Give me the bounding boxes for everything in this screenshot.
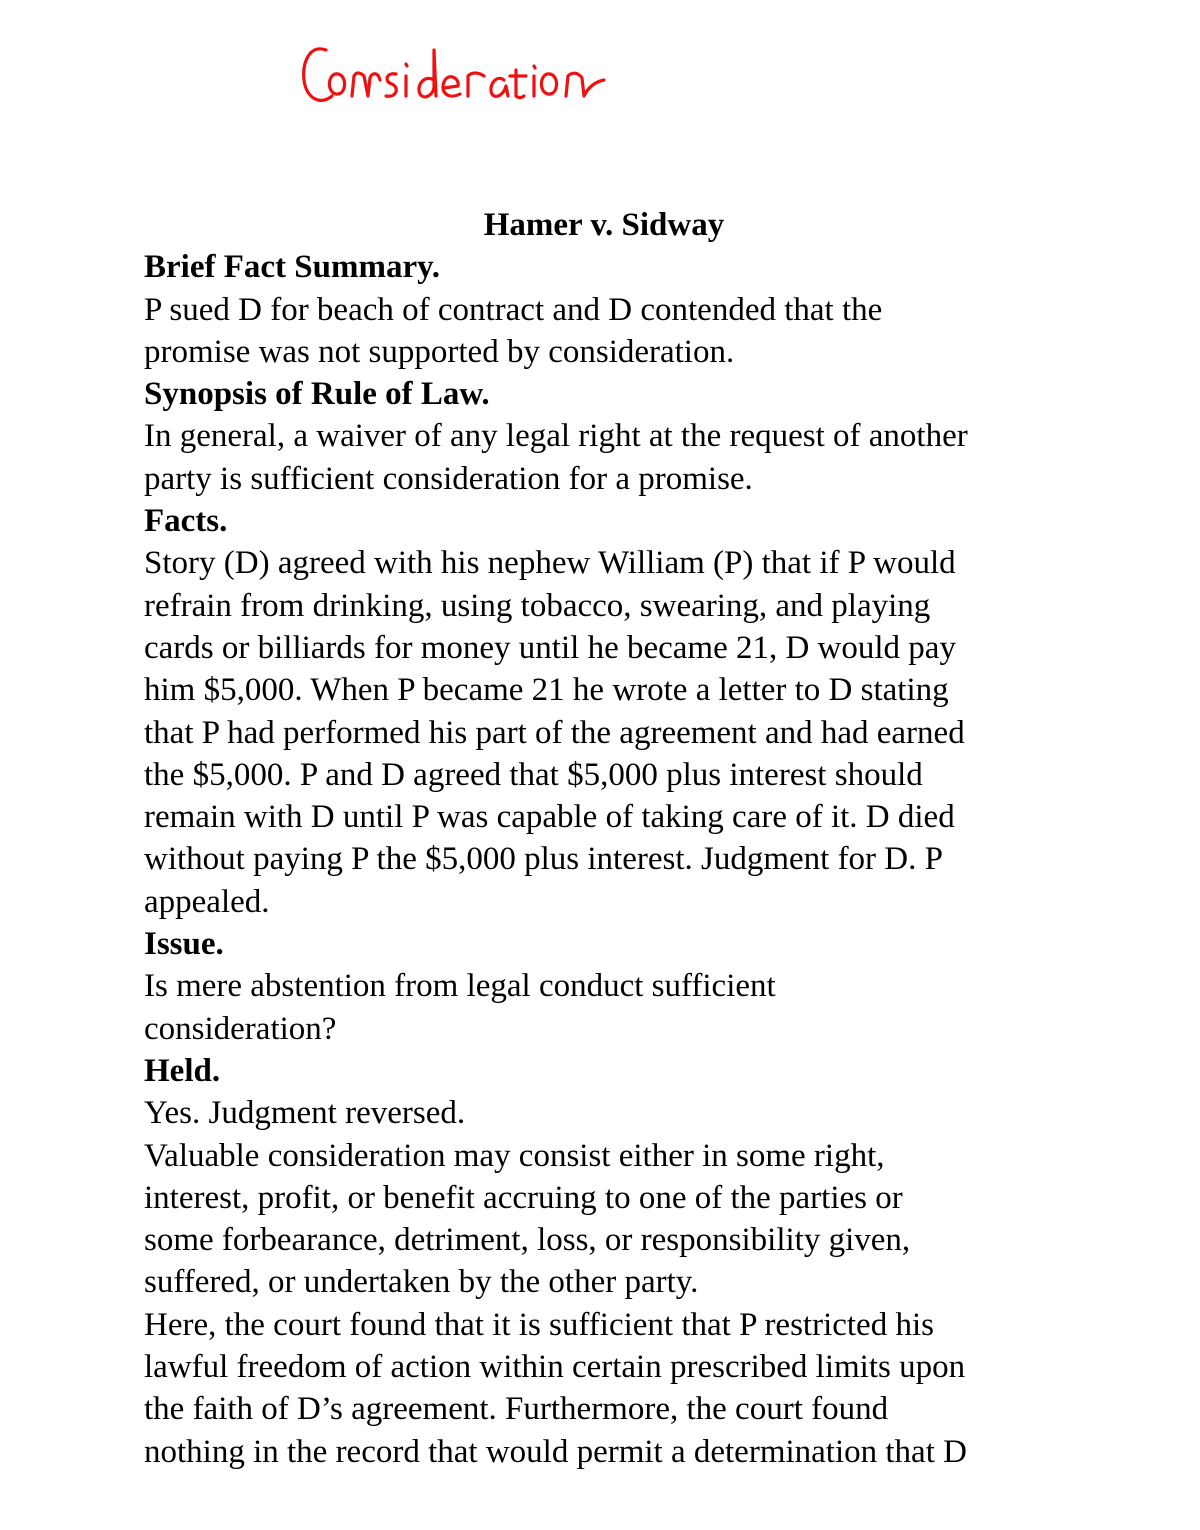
body-line: Yes. Judgment reversed. <box>144 1095 466 1132</box>
body-line: Here, the court found that it is sufficient that P restricted his <box>144 1306 934 1343</box>
body-line: party is sufficient consideration for a promise. <box>144 460 753 497</box>
body-line: the faith of D’s agreement. Furthermore, the court found <box>144 1391 889 1428</box>
body-line: P sued D for beach of contract and D contended that the <box>144 291 883 328</box>
body-line: some forbearance, detriment, loss, or responsibility given, <box>144 1222 911 1259</box>
case-title: Hamer v. Sidway <box>483 207 725 243</box>
body-line: cards or billiards for money until he became 21, D would pay <box>144 629 956 666</box>
body-line: nothing in the record that would permit a determination that D <box>144 1433 967 1470</box>
body-line: Is mere abstention from legal conduct sufficient <box>144 968 776 1005</box>
body-line: Story (D) agreed with his nephew William (P) that if P would <box>144 545 956 582</box>
body-line: lawful freedom of action within certain prescribed limits upon <box>144 1349 966 1386</box>
case-brief <box>144 204 1064 1473</box>
body-line: the $5,000. P and D agreed that $5,000 plus interest should <box>144 756 923 793</box>
body-line: remain with D until P was capable of taking care of it. D died <box>144 799 955 836</box>
body-line: him $5,000. When P became 21 he wrote a letter to D stating <box>144 672 949 709</box>
handwritten-annotation <box>298 30 628 120</box>
handwritten-consideration-drawing <box>298 30 628 120</box>
section-heading-synopsis-of-rule-of-law: Synopsis of Rule of Law. <box>144 376 490 413</box>
section-heading-held: Held. <box>144 1052 221 1089</box>
body-line: that P had performed his part of the agreement and had earned <box>144 714 965 751</box>
section-heading-brief-fact-summary: Brief Fact Summary. <box>144 249 441 286</box>
section-heading-facts: Facts. <box>144 503 228 540</box>
body-line: In general, a waiver of any legal right at the request of another <box>144 418 968 455</box>
body-line: interest, profit, or benefit accruing to one of the parties or <box>144 1179 903 1216</box>
body-line: without paying P the $5,000 plus interest. Judgment for D. P <box>144 841 943 878</box>
section-heading-issue: Issue. <box>144 926 224 963</box>
body-line: refrain from drinking, using tobacco, swearing, and playing <box>144 587 931 624</box>
body-line: consideration? <box>144 1010 337 1047</box>
body-line: Valuable consideration may consist either in some right, <box>144 1137 885 1174</box>
body-line: appealed. <box>144 883 270 920</box>
body-line: promise was not supported by consideration. <box>144 333 735 370</box>
body-line: suffered, or undertaken by the other party. <box>144 1264 699 1301</box>
